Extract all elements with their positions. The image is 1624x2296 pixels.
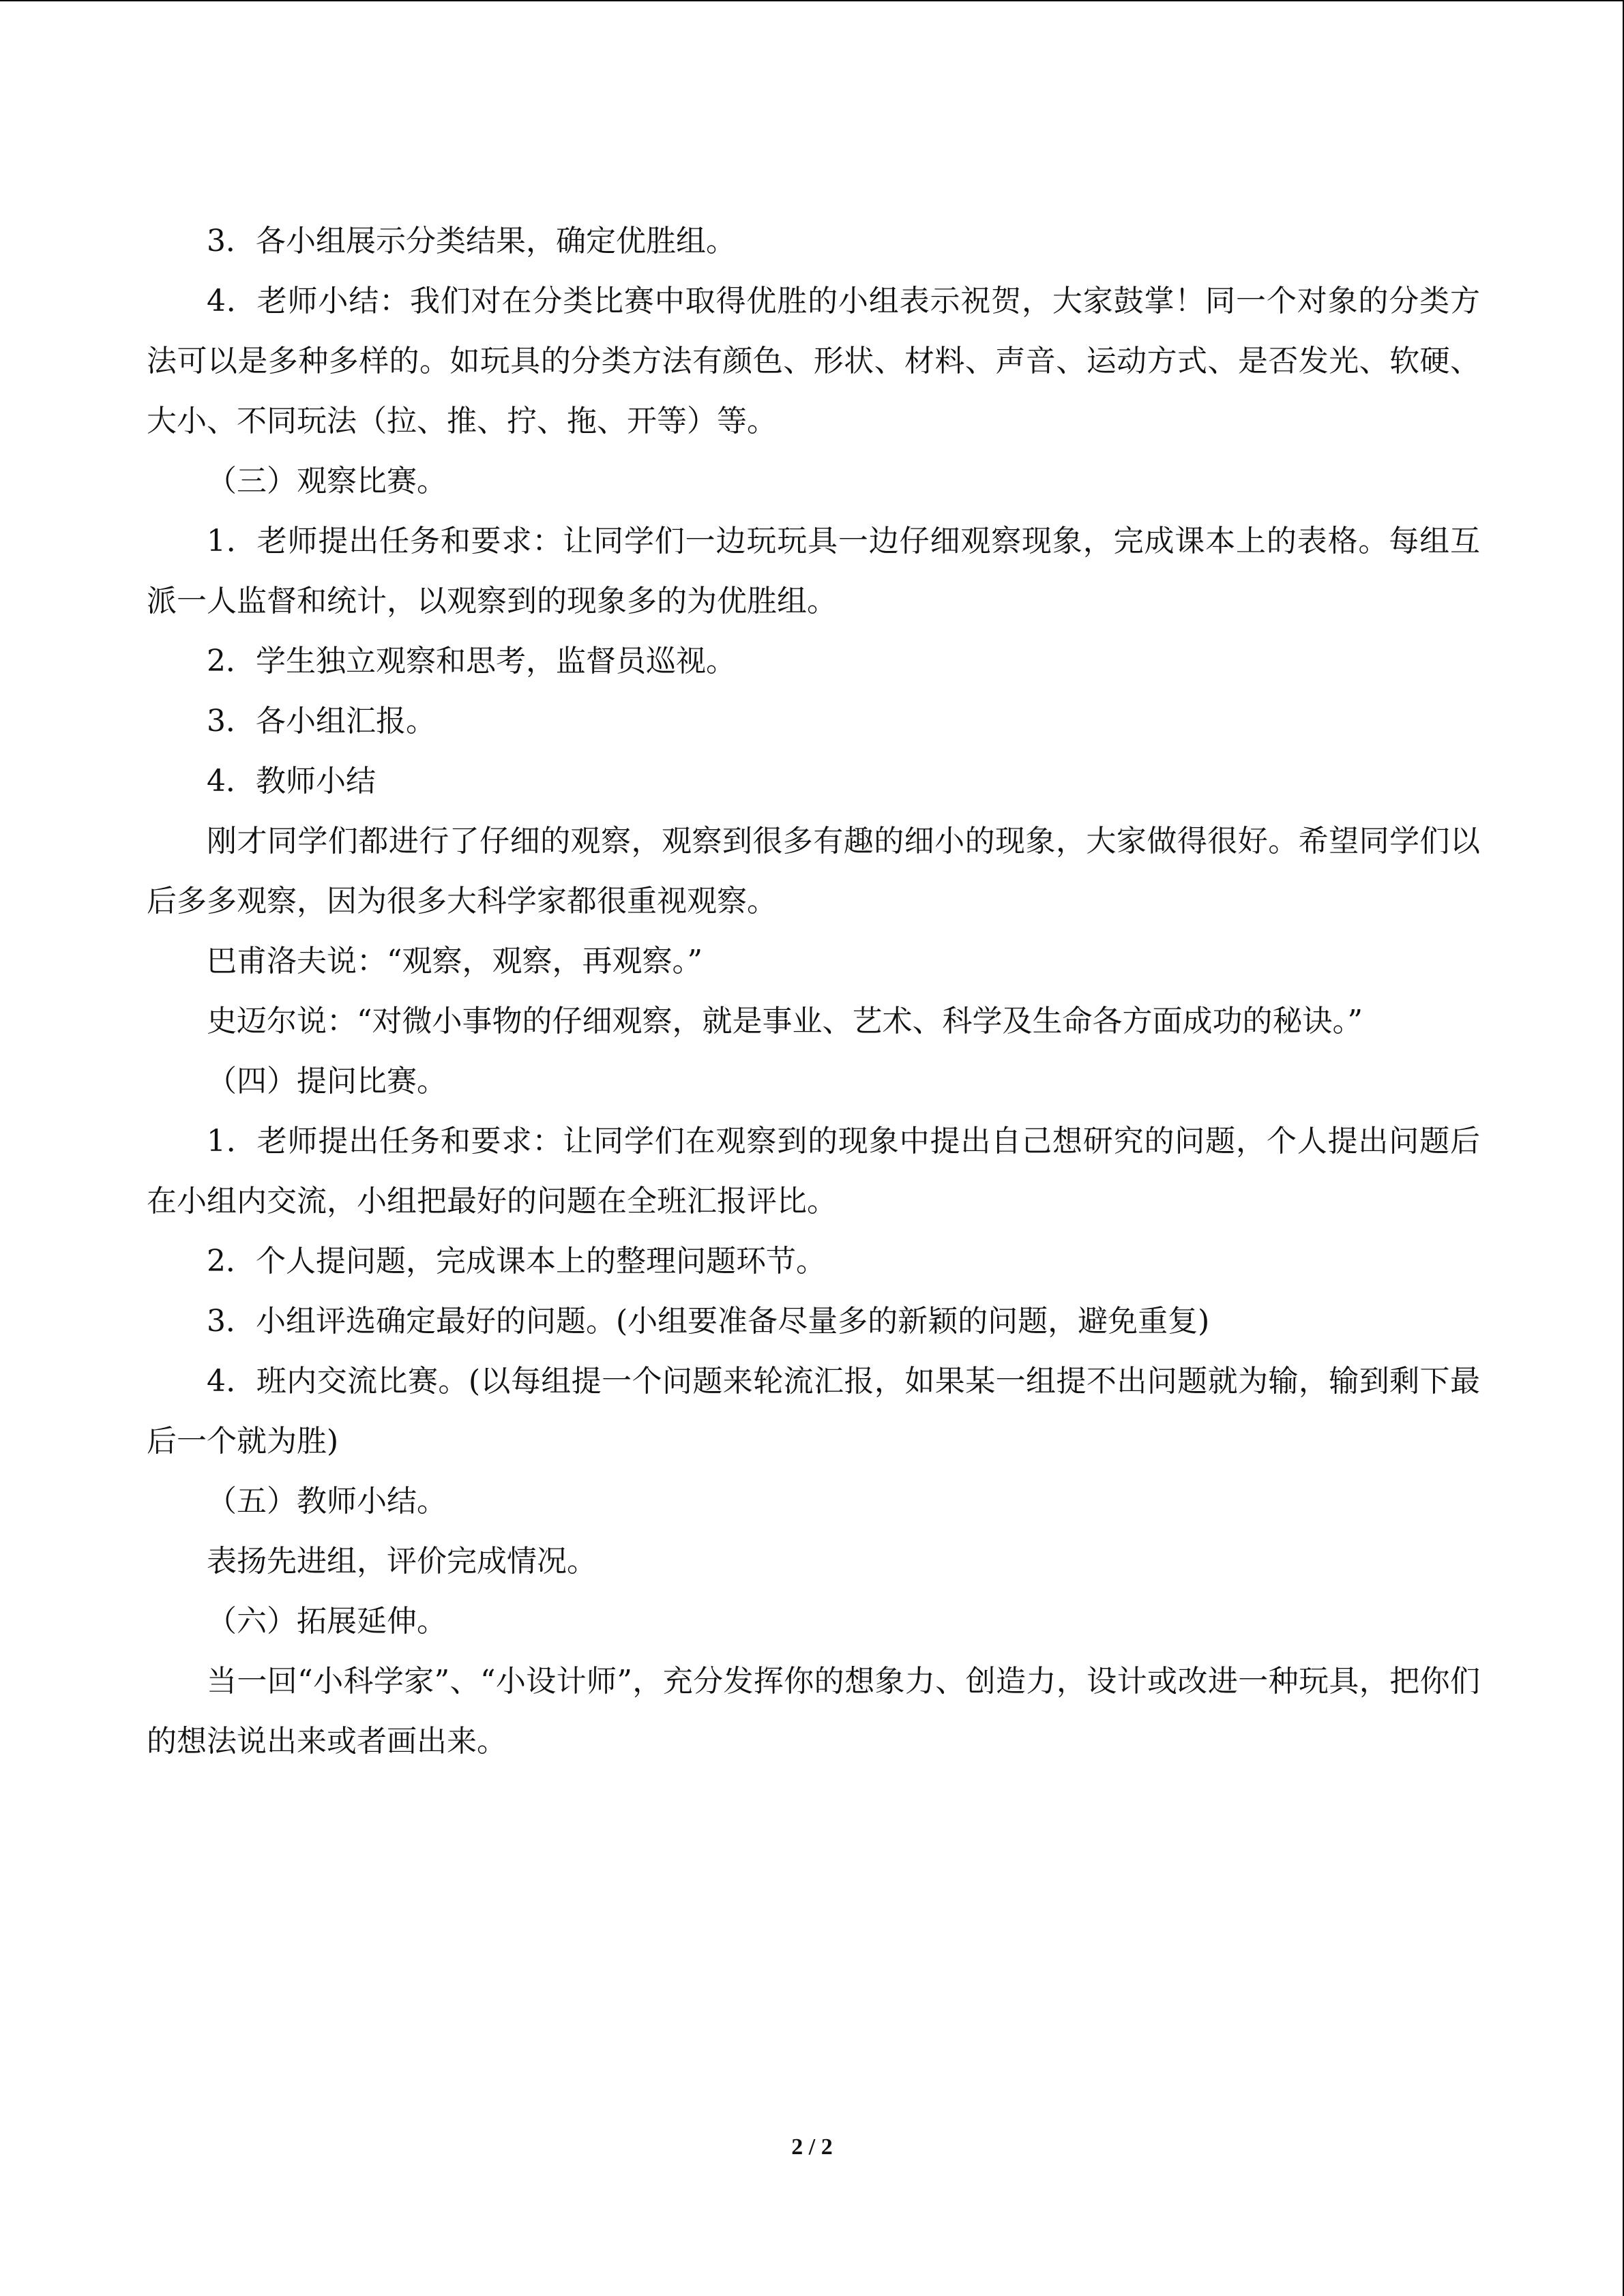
paragraph-14: 3．小组评选确定最好的问题。(小组要准备尽量多的新颖的问题，避免重复) <box>207 1304 1210 1339</box>
page-number: 2 / 2 <box>791 2134 833 2160</box>
paragraph-17: 表扬先进组，评价完成情况。 <box>207 1544 597 1579</box>
section-heading-4: （四）提问比赛。 <box>207 1064 447 1099</box>
paragraph-2: 4．老师小结：我们对在分类比赛中取得优胜的小组表示祝贺，大家鼓掌！同一个对象的分类方法可以是多种多样的。如玩具的分类方法有颜色、形状、材料、声音、运动方式、是否发光、软硬、大小、不同玩法（拉、推、拧、拖、开等）等。 <box>147 284 1480 438</box>
paragraph-6: 3．各小组汇报。 <box>207 704 436 739</box>
section-heading-6: （六）拓展延伸。 <box>207 1604 447 1639</box>
paragraph-8: 刚才同学们都进行了仔细的观察，观察到很多有趣的细小的现象，大家做得很好。希望同学们以后多多观察，因为很多大科学家都很重视观察。 <box>147 824 1480 919</box>
paragraph-7: 4．教师小结 <box>207 764 376 799</box>
paragraph-12: 1．老师提出任务和要求：让同学们在观察到的现象中提出自己想研究的问题，个人提出问题后在小组内交流，小组把最好的问题在全班汇报评比。 <box>147 1124 1480 1219</box>
quote-pavlov: 巴甫洛夫说：“观察，观察，再观察。” <box>207 944 703 979</box>
paragraph-15: 4．班内交流比赛。(以每组提一个问题来轮流汇报，如果某一组提不出问题就为输，输到剩下最后一个就为胜) <box>147 1364 1480 1459</box>
paragraph-19: 当一回“小科学家”、“小设计师”，充分发挥你的想象力、创造力，设计或改进一种玩具，把你们的想法说出来或者画出来。 <box>147 1664 1480 1759</box>
quote-smiles: 史迈尔说：“对微小事物的仔细观察，就是事业、艺术、科学及生命各方面成功的秘诀。” <box>207 1004 1363 1039</box>
section-heading-5: （五）教师小结。 <box>207 1484 447 1519</box>
document-body <box>147 211 1480 1772</box>
paragraph-4: 1．老师提出任务和要求：让同学们一边玩玩具一边仔细观察现象，完成课本上的表格。每组互派一人监督和统计，以观察到的现象多的为优胜组。 <box>147 524 1480 618</box>
paragraph-13: 2．个人提问题，完成课本上的整理问题环节。 <box>207 1244 826 1279</box>
section-heading-3: （三）观察比赛。 <box>207 464 447 498</box>
paragraph-1: 3．各小组展示分类结果，确定优胜组。 <box>207 224 736 258</box>
paragraph-5: 2．学生独立观察和思考，监督员巡视。 <box>207 644 736 679</box>
